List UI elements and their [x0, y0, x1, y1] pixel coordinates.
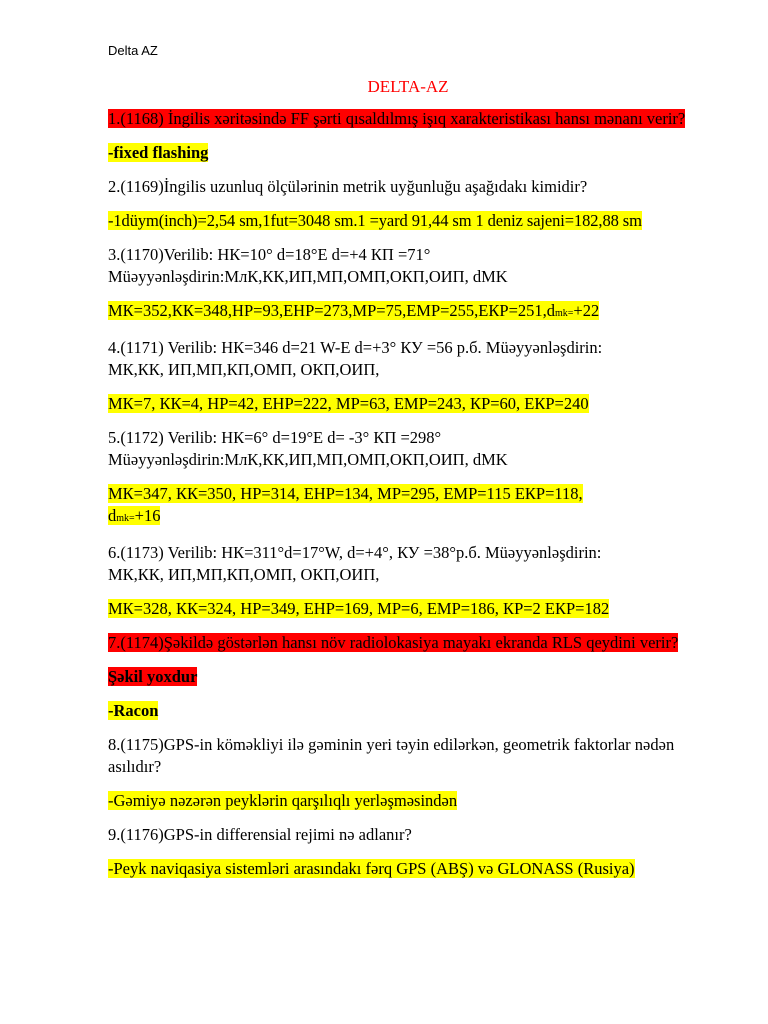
question-3-line-1: 3.(1170)Verilib: НК=10° d=18°E d=+4 КП =71° [108, 245, 431, 264]
question-2 [108, 176, 708, 198]
answer-3 [108, 300, 708, 325]
document-title: DELTA-AZ [367, 77, 449, 96]
answer-5-subscript: mk= [116, 513, 135, 524]
question-9 [108, 824, 708, 846]
answer-5-line-2 [108, 506, 160, 525]
document-body [108, 108, 708, 892]
answer-4 [108, 393, 708, 415]
question-6-line-2: МК,КК, ИП,МП,КП,ОМП, ОКП,ОИП, [108, 565, 380, 584]
question-4-line-2: МК,КК, ИП,МП,КП,ОМП, ОКП,ОИП, [108, 360, 380, 379]
answer-3-main: МК=352,КК=348,НР=93,ЕНР=273,МР=75,ЕМР=255,ЕКР=251,d [108, 301, 555, 320]
question-7-text: 7.(1174)Şəkildə göstərlən hansı növ radiolokasiya mayakı ekranda RLS qeydini verir? [108, 633, 679, 652]
question-5 [108, 427, 708, 471]
question-6 [108, 542, 708, 586]
question-7 [108, 632, 708, 654]
question-6-line-1: 6.(1173) Verilib: НК=311°d=17°W, d=+4°, КУ =38°р.б. Müəyyənləşdirin: [108, 543, 602, 562]
question-4 [108, 337, 708, 381]
question-2-text: 2.(1169)İngilis uzunluq ölçülərinin metrik uyğunluğu aşağıdakı kimidir? [108, 177, 588, 196]
question-3-line-2: Müəyyənləşdirin:МлК,КК,ИП,МП,ОМП,ОКП,ОИП, dMK [108, 267, 508, 286]
answer-7-note-text: Şəkil yoxdur [108, 667, 198, 686]
question-1 [108, 108, 708, 130]
answer-8-text: -Gəmiyə nəzərən peyklərin qarşılıqlı yerləşməsindən [108, 791, 458, 810]
answer-3-end: +22 [573, 301, 600, 320]
answer-4-text: МК=7, КК=4, НР=42, ЕНР=222, МР=63, ЕМР=243, КР=60, ЕКР=240 [108, 394, 589, 413]
answer-6 [108, 598, 708, 620]
answer-7-text: -Racon [108, 701, 159, 720]
question-5-line-1: 5.(1172) Verilib: НК=6° d=19°E d= -3° КП =298° [108, 428, 442, 447]
answer-5-d: d [108, 506, 117, 525]
answer-1-text: -fixed flashing [108, 143, 209, 162]
answer-2-text: -1düym(inch)=2,54 sm,1fut=3048 sm.1 =yard 91,44 sm 1 deniz sajeni=182,88 sm [108, 211, 642, 230]
page-header: Delta AZ [108, 43, 158, 58]
answer-5-end: +16 [134, 506, 161, 525]
question-8-text: 8.(1175)GPS-in köməkliyi ilə gəminin yeri təyin edilərkən, geometrik faktorlar nədən asılıdır? [108, 735, 675, 776]
answer-2 [108, 210, 708, 232]
question-9-text: 9.(1176)GPS-in differensial rejimi nə adlanır? [108, 825, 412, 844]
answer-9-text: -Peyk naviqasiya sistemləri arasındakı fərq GPS (ABŞ) və GLONASS (Rusiya) [108, 859, 635, 878]
question-8 [108, 734, 708, 778]
question-3 [108, 244, 708, 288]
answer-9 [108, 858, 708, 880]
answer-3-subscript: mk= [555, 308, 574, 319]
answer-5-line-1: МК=347, КК=350, НР=314, ЕНР=134, МР=295, ЕМР=115 ЕКР=118, [108, 484, 583, 503]
question-5-line-2: Müəyyənləşdirin:МлК,КК,ИП,МП,ОМП,ОКП,ОИП, dMK [108, 450, 508, 469]
answer-1 [108, 142, 708, 164]
answer-3-text [108, 301, 599, 320]
answer-6-text: МК=328, КК=324, НР=349, ЕНР=169, МР=6, ЕМР=186, КР=2 ЕКР=182 [108, 599, 610, 618]
answer-7 [108, 700, 708, 722]
answer-5 [108, 483, 708, 530]
question-1-text: 1.(1168) İngilis xəritəsində FF şərti qısaldılmış işıq xarakteristikası hansı mənanı verir? [108, 109, 686, 128]
answer-8 [108, 790, 708, 812]
answer-7-note [108, 666, 708, 688]
question-4-line-1: 4.(1171) Verilib: НК=346 d=21 W-E d=+3° КУ =56 р.б. Müəyyənləşdirin: [108, 338, 603, 357]
